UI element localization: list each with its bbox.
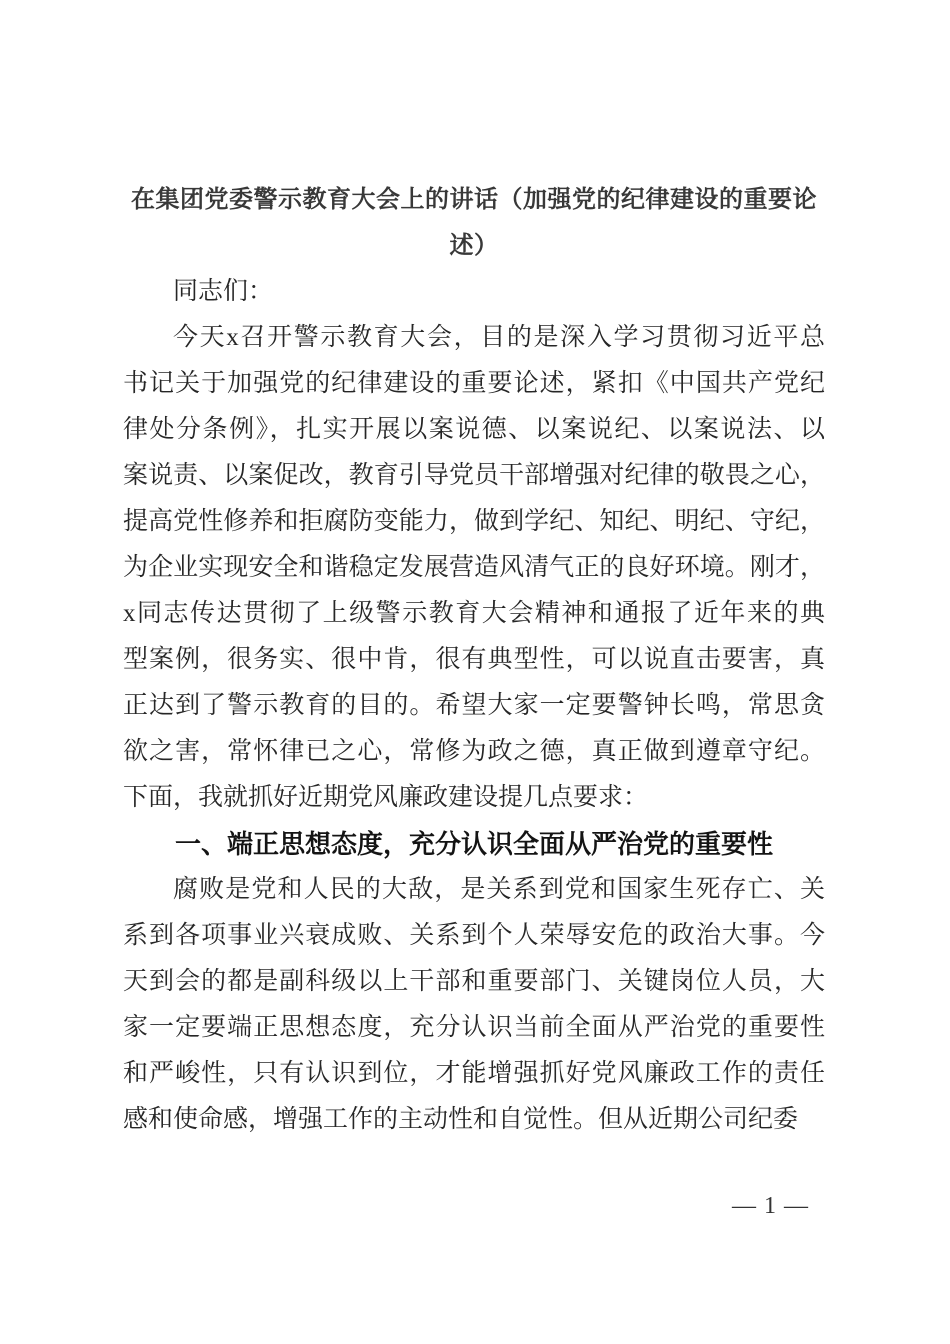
paragraph-line: 天到会的都是副科级以上干部和重要部门、关键岗位人员，大: [123, 968, 825, 995]
paragraph-line: 今天x召开警示教育大会，目的是深入学习贯彻习近平总: [173, 324, 825, 351]
paragraph-line: 正达到了警示教育的目的。希望大家一定要警钟长鸣，常思贪: [123, 692, 825, 719]
salutation-block: [123, 269, 825, 315]
paragraph-line: 提高党性修养和拒腐防变能力，做到学纪、知纪、明纪、守纪，: [123, 508, 825, 535]
paragraph-block: [123, 867, 825, 1143]
paragraph-line: 欲之害，常怀律已之心，常修为政之德，真正做到遵章守纪。: [123, 738, 825, 765]
salutation-line: 同志们：: [173, 278, 274, 305]
paragraph-line: 书记关于加强党的纪律建设的重要论述，紧扣《中国共产党纪: [123, 370, 825, 397]
paragraph-line: 型案例，很务实、很中肯，很有典型性，可以说直击要害，真: [123, 646, 825, 673]
paragraph-line: 家一定要端正思想态度，充分认识当前全面从严治党的重要性: [123, 1014, 825, 1041]
paragraph-line: 和严峻性，只有认识到位，才能增强抓好党风廉政工作的责任: [123, 1060, 825, 1087]
paragraph-line: 案说责、以案促改，教育引导党员干部增强对纪律的敬畏之心，: [123, 462, 825, 489]
document-content: [123, 177, 825, 1143]
title-line: 述）: [449, 233, 499, 259]
paragraph-line: 感和使命感，增强工作的主动性和自觉性。但从近期公司纪委: [123, 1106, 799, 1133]
paragraph-line: x同志传达贯彻了上级警示教育大会精神和通报了近年来的典: [123, 600, 825, 627]
heading-line: 一、端正思想态度，充分认识全面从严治党的重要性: [175, 829, 774, 859]
paragraph-line: 为企业实现安全和谐稳定发展营造风清气正的良好环境。刚才，: [123, 554, 825, 581]
title-block: [123, 177, 825, 269]
heading-block: [123, 821, 825, 867]
paragraph-line: 下面，我就抓好近期党风廉政建设提几点要求：: [123, 784, 649, 811]
paragraph-line: 律处分条例》，扎实开展以案说德、以案说纪、以案说法、以: [123, 416, 825, 443]
paragraph-line: 系到各项事业兴衰成败、关系到个人荣辱安危的政治大事。今: [123, 922, 825, 949]
page-number: — 1 —: [732, 1193, 809, 1219]
title-line: 在集团党委警示教育大会上的讲话（加强党的纪律建设的重要论: [131, 187, 817, 213]
paragraph-block: [123, 315, 825, 821]
page-footer: [123, 1183, 825, 1229]
paragraph-line: 腐败是党和人民的大敌，是关系到党和国家生死存亡、关: [173, 876, 825, 903]
